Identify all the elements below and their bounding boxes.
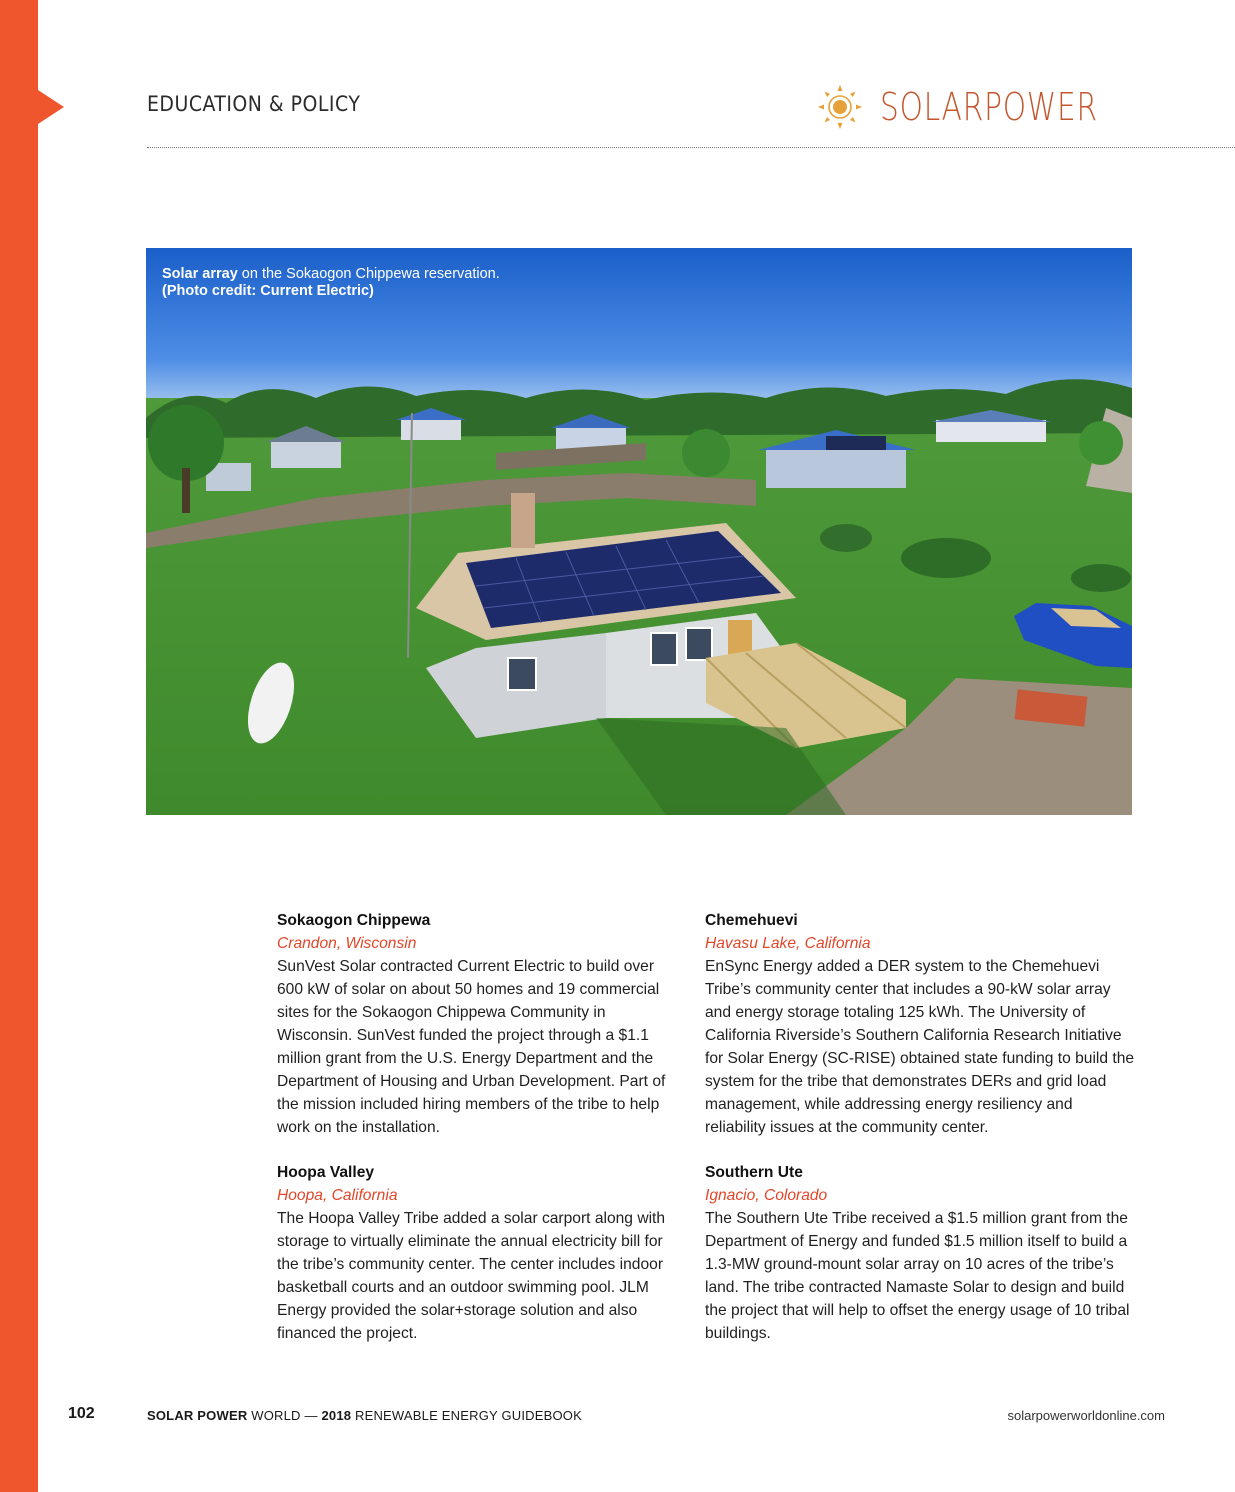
entry-sokaogon-chippewa [277, 909, 667, 1139]
publication-title [147, 1408, 582, 1423]
entry-location: Hoopa, California [277, 1187, 398, 1204]
entry-title: Chemehuevi [705, 912, 798, 929]
pub-rest: RENEWABLE ENERGY GUIDEBOOK [351, 1408, 582, 1423]
entry-location: Crandon, Wisconsin [277, 935, 417, 952]
caption-bold: Solar array [162, 266, 238, 282]
entry-hoopa-valley [277, 1161, 667, 1345]
entry-location: Havasu Lake, California [705, 935, 871, 952]
brand-solar: SOLAR [880, 85, 985, 129]
brand-wordmark [880, 85, 1098, 129]
entry-chemehuevi [705, 909, 1135, 1139]
entry-body: The Hoopa Valley Tribe added a solar carport along with storage to virtually eliminate the annual electricity bill for the tribe’s community center. The center includes indoor basketball courts and an outdoor swimming pool. JLM Energy provided the solar+storage solution and also financed the project. [277, 1210, 666, 1342]
side-arrow-marker [38, 90, 64, 124]
entry-body: EnSync Energy added a DER system to the Chemehuevi Tribe’s community center that includes a 90-kW solar array and energy storage totaling 125 kWh. The University of California Riverside’s Southern California Research Initiative for Solar Energy (SC-RISE) obtained state funding to build the system for the tribe that demonstrates DERs and grid load management, while addressing energy resiliency and reliability issues at the community center. [705, 958, 1135, 1136]
header-divider [147, 147, 1235, 148]
feature-photo [146, 248, 1132, 815]
brand-logo [816, 82, 1159, 132]
solar-house-illustration [146, 248, 1132, 815]
entry-southern-ute [705, 1161, 1135, 1345]
entry-title: Sokaogon Chippewa [277, 912, 431, 929]
text-column-right [705, 909, 1135, 1367]
entry-body: SunVest Solar contracted Current Electric to build over 600 kW of solar on about 50 homes and 19 commercial sites for the Sokaogon Chippewa Community in Wisconsin. SunVest funded the project through a $1.1 million grant from the U.S. Energy Department and the Department of Housing and Urban Development. Part of the mission included hiring members of the tribe to help work on the installation. [277, 958, 666, 1136]
entry-title: Hoopa Valley [277, 1164, 375, 1181]
entry-body: The Southern Ute Tribe received a $1.5 million grant from the Department of Energy and funded $1.5 million itself to build a 1.3-MW ground-mount solar array on 10 acres of the tribe’s land. The tribe contracted Namaste Solar to design and build the project that will help to offset the energy usage of 10 tribal buildings. [705, 1210, 1130, 1342]
photo-caption [162, 266, 500, 300]
entry-title: Southern Ute [705, 1164, 803, 1181]
brand-power: POWER [984, 85, 1098, 129]
sun-icon [816, 83, 864, 131]
footer-url[interactable]: solarpowerworldonline.com [1007, 1408, 1165, 1423]
caption-text: on the Sokaogon Chippewa reservation. [237, 266, 500, 282]
pub-year: 2018 [321, 1408, 352, 1423]
pub-bold: SOLAR POWER [147, 1408, 248, 1423]
side-accent-bar [0, 0, 38, 1492]
entry-location: Ignacio, Colorado [705, 1187, 828, 1204]
caption-credit: (Photo credit: Current Electric) [162, 283, 374, 299]
page-number: 102 [68, 1405, 95, 1422]
pub-world: WORLD — [247, 1408, 322, 1423]
section-label: EDUCATION & POLICY [147, 92, 361, 116]
text-column-left [277, 909, 667, 1367]
